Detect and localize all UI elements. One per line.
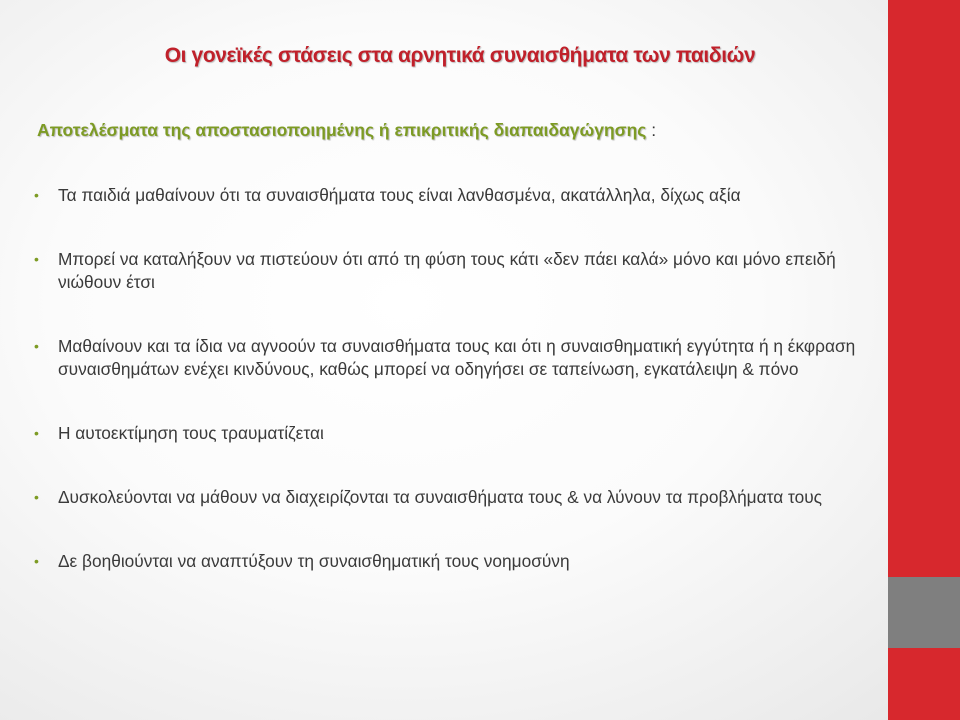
side-accent-gray-block	[888, 577, 960, 648]
bullet-item	[34, 184, 874, 207]
bullet-icon: •	[34, 553, 39, 569]
bullet-icon: •	[34, 251, 39, 267]
side-accent-band	[888, 0, 960, 720]
slide-title: Οι γονεϊκές στάσεις στα αρνητικά συναισθήματα των παιδιών	[164, 44, 756, 67]
bullet-text: Η αυτοεκτίμηση τους τραυματίζεται	[58, 423, 324, 443]
bullet-item	[34, 248, 874, 294]
bullet-item	[34, 550, 874, 573]
bullet-icon: •	[34, 489, 39, 505]
bullet-icon: •	[34, 187, 39, 203]
slide-subtitle	[37, 120, 656, 141]
subtitle-colon: :	[646, 120, 657, 140]
bullet-text: Δυσκολεύονται να μάθουν να διαχειρίζονται τα συναισθήματα τους & να λύνουν τα προβλήματα τους	[58, 487, 822, 507]
bullet-list	[34, 184, 874, 573]
bullet-text: Τα παιδιά μαθαίνουν ότι τα συναισθήματα τους είναι λανθασμένα, ακατάλληλα, δίχως αξία	[58, 185, 741, 205]
bullet-item	[34, 335, 874, 381]
bullet-text: Μαθαίνουν και τα ίδια να αγνοούν τα συναισθήματα τους και ότι η συναισθηματική εγγύτητα ή η έκφραση συναισθημάτων ενέχει κινδύνους, καθώς μπορεί να οδηγήσει σε ταπείνωση, εγκατάλειψη & πόνο	[58, 336, 856, 379]
bullet-item	[34, 422, 874, 445]
bullet-text: Μπορεί να καταλήξουν να πιστεύουν ότι από τη φύση τους κάτι «δεν πάει καλά» μόνο και μόνο επειδή νιώθουν έτσι	[58, 249, 836, 292]
bullet-icon: •	[34, 338, 39, 354]
bullet-icon: •	[34, 425, 39, 441]
bullet-text: Δε βοηθιούνται να αναπτύξουν τη συναισθηματική τους νοημοσύνη	[58, 551, 570, 571]
bullet-item	[34, 486, 874, 509]
subtitle-text: Αποτελέσματα της αποστασιοποιημένης ή επικριτικής διαπαιδαγώγησης	[37, 120, 647, 140]
